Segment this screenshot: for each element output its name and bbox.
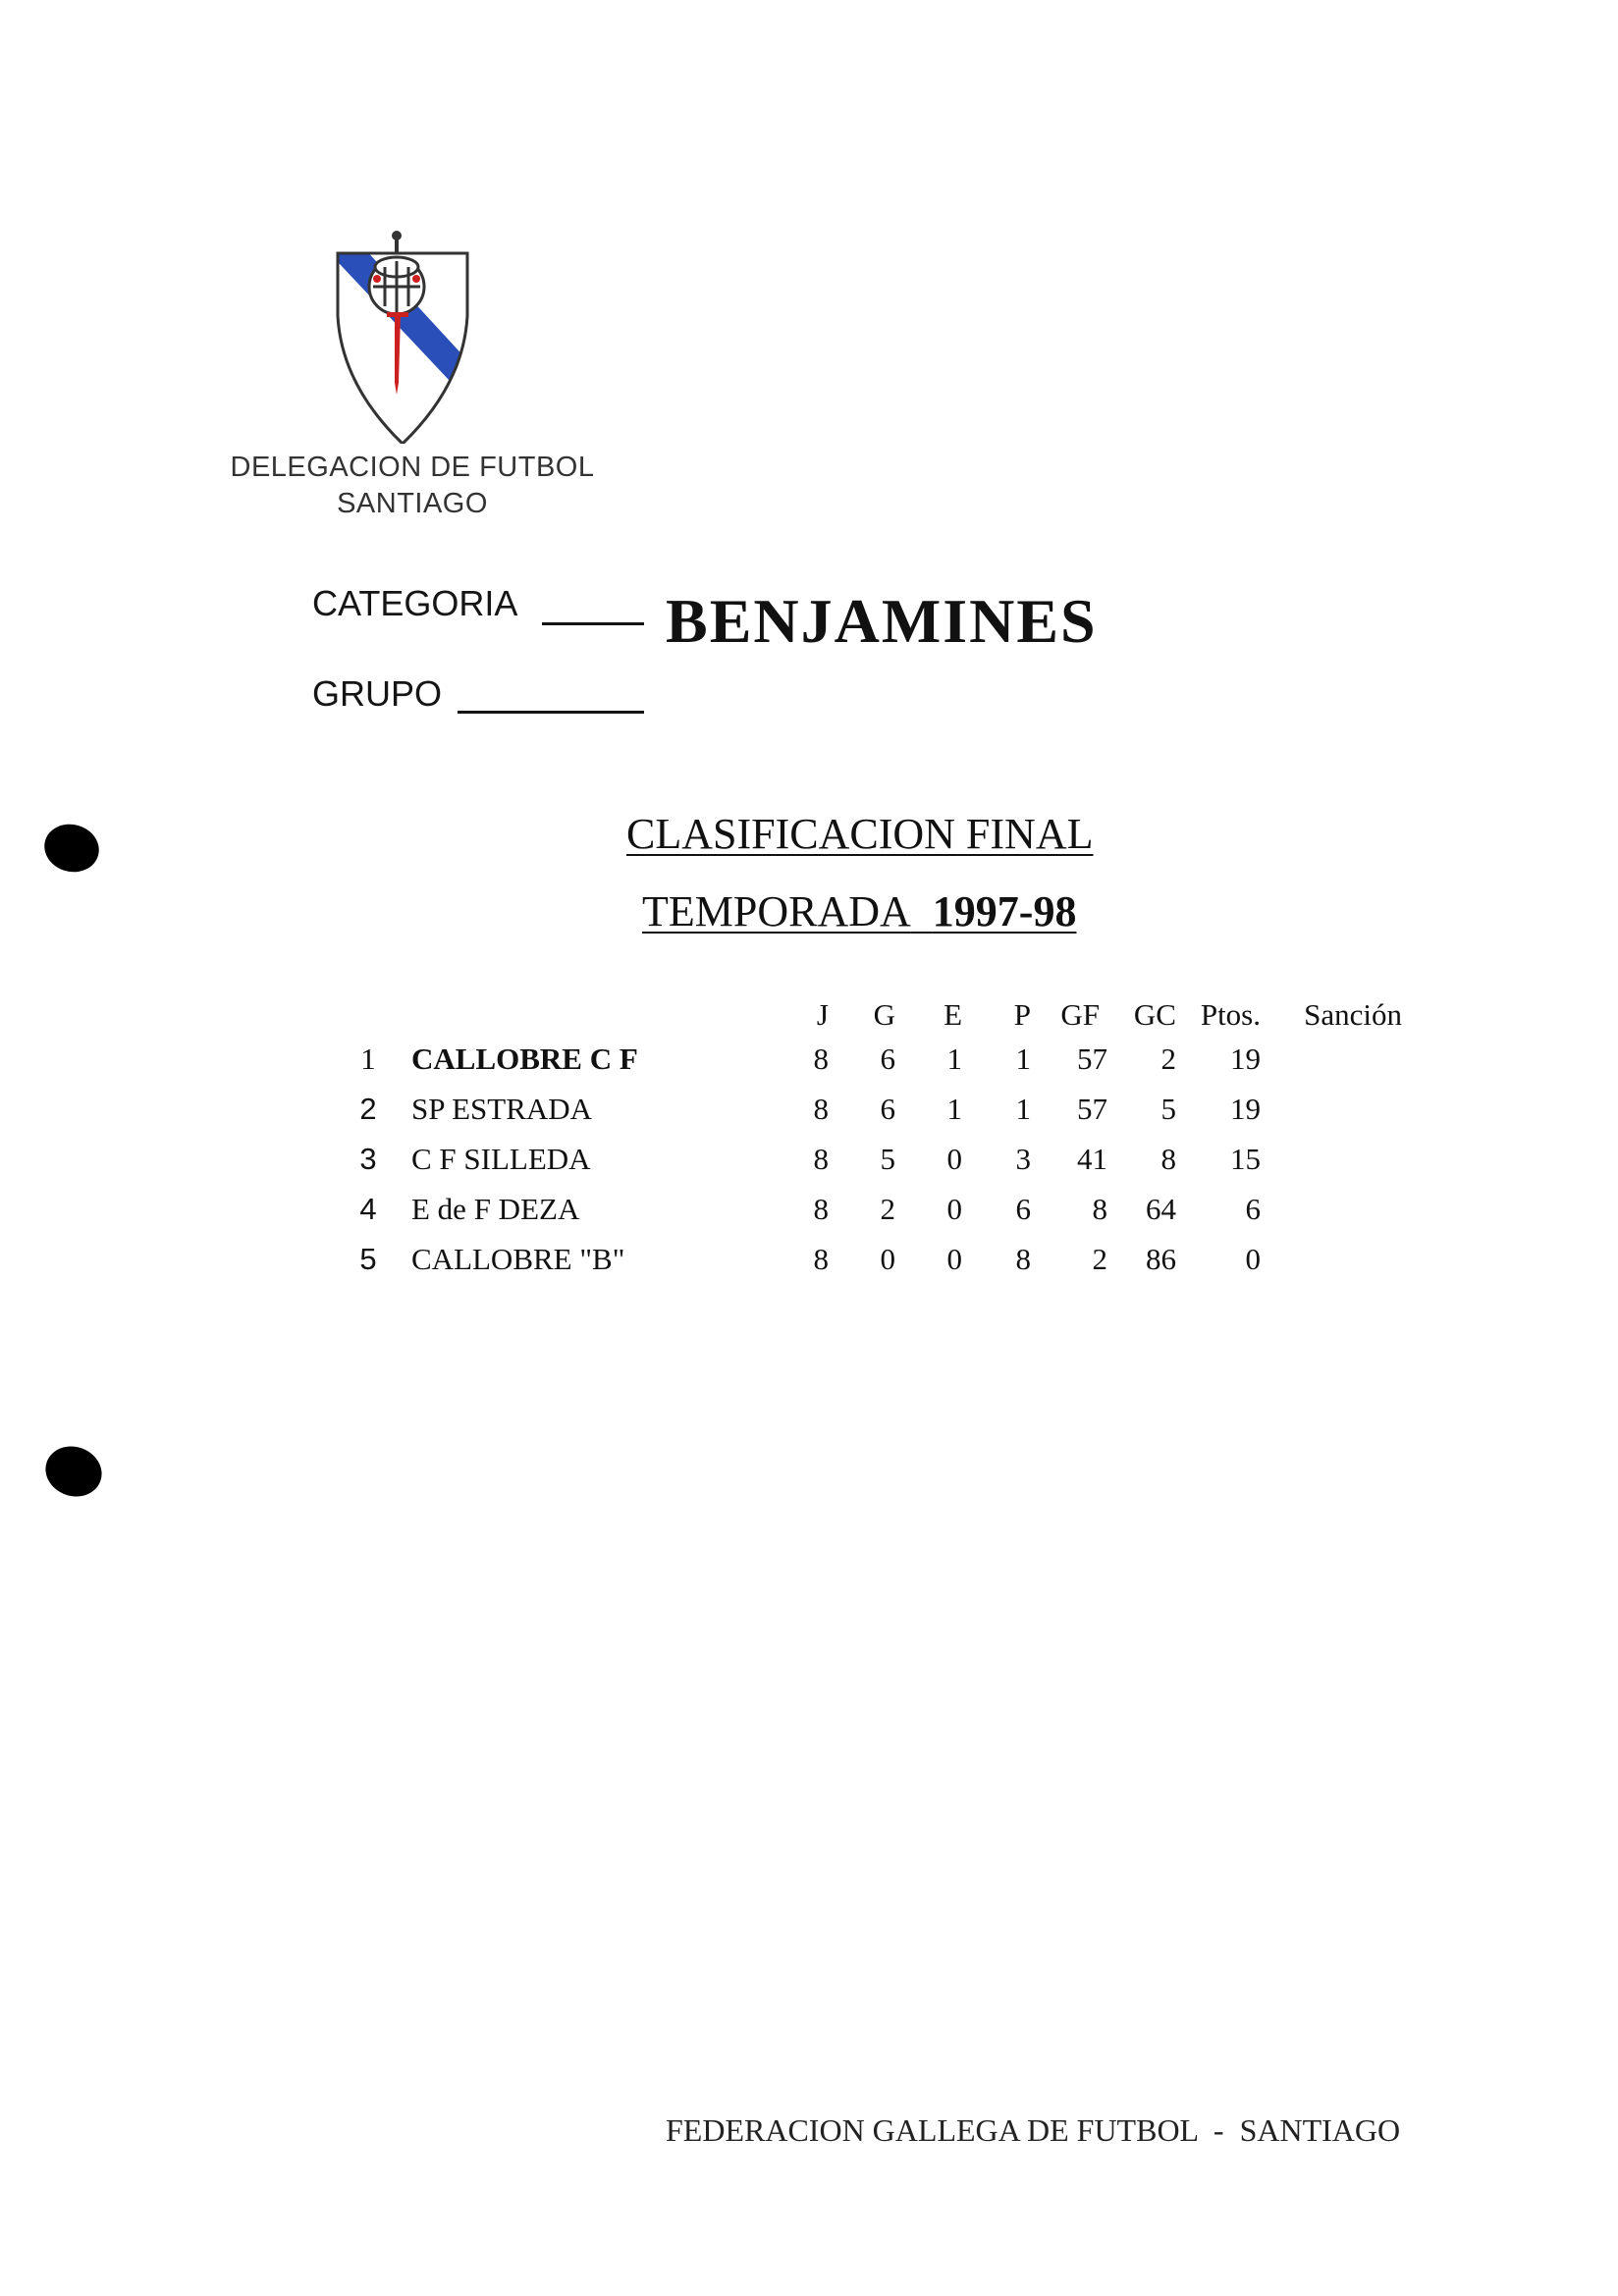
row-cell-gf: 2 [1092, 1242, 1107, 1276]
row-cell-e: 0 [946, 1242, 962, 1276]
category-label: CATEGORIA [312, 583, 518, 623]
group-underline [458, 711, 644, 714]
row-cell-ptos: 0 [1245, 1242, 1261, 1276]
column-header-j: J [816, 997, 829, 1032]
row-cell-p: 1 [1015, 1041, 1031, 1076]
row-cell-j: 8 [813, 1242, 829, 1276]
row-cell-e: 1 [946, 1041, 962, 1076]
row-team: C F SILLEDA [411, 1142, 591, 1176]
galician-federation-crest-icon [334, 228, 471, 444]
row-team: E de F DEZA [411, 1192, 580, 1226]
row-cell-g: 5 [880, 1142, 895, 1176]
row-cell-p: 8 [1015, 1242, 1031, 1276]
footer-text: FEDERACION GALLEGA DE FUTBOL - SANTIAGO [666, 2112, 1401, 2148]
row-cell-gc: 5 [1160, 1092, 1176, 1126]
row-cell-e: 0 [946, 1142, 962, 1176]
category-value: BENJAMINES [666, 586, 1098, 656]
row-position: 4 [359, 1192, 377, 1226]
row-cell-p: 6 [1015, 1192, 1031, 1226]
row-position: 5 [359, 1242, 377, 1276]
row-cell-gc: 86 [1146, 1242, 1176, 1276]
row-cell-ptos: 19 [1230, 1092, 1261, 1126]
organization-line-1: DELEGACION DE FUTBOL [230, 452, 595, 483]
row-cell-g: 0 [880, 1242, 895, 1276]
row-cell-gc: 64 [1146, 1192, 1176, 1226]
column-header-sancion: Sanción [1304, 997, 1402, 1032]
row-cell-e: 1 [946, 1092, 962, 1126]
row-team: SP ESTRADA [411, 1092, 593, 1126]
punch-hole [39, 819, 105, 879]
category-underline [542, 622, 644, 625]
row-position: 1 [360, 1041, 376, 1076]
row-position: 2 [359, 1092, 377, 1126]
column-header-g: G [873, 997, 895, 1032]
row-cell-j: 8 [813, 1142, 829, 1176]
row-cell-g: 2 [880, 1192, 895, 1226]
column-header-p: P [1013, 997, 1031, 1032]
row-cell-gf: 41 [1077, 1142, 1107, 1176]
row-cell-gf: 57 [1077, 1092, 1107, 1126]
row-cell-g: 6 [880, 1041, 895, 1076]
punch-hole [38, 1439, 109, 1505]
row-cell-ptos: 19 [1230, 1041, 1261, 1076]
row-cell-j: 8 [813, 1041, 829, 1076]
row-cell-j: 8 [813, 1092, 829, 1126]
row-position: 3 [359, 1142, 377, 1176]
row-cell-gc: 8 [1160, 1142, 1176, 1176]
column-header-gc: GC [1133, 997, 1176, 1032]
organization-name [177, 450, 648, 522]
row-team: CALLOBRE "B" [411, 1242, 625, 1276]
season-value: 1997-98 [932, 887, 1077, 935]
column-header-e: E [944, 997, 962, 1032]
season-title [642, 886, 1076, 936]
standings-title: CLASIFICACION FINAL [626, 810, 1094, 858]
group-label: GRUPO [312, 673, 443, 714]
row-cell-gf: 57 [1077, 1041, 1107, 1076]
row-cell-gf: 8 [1092, 1192, 1107, 1226]
row-cell-p: 1 [1015, 1092, 1031, 1126]
row-cell-ptos: 6 [1245, 1192, 1261, 1226]
row-cell-g: 6 [880, 1092, 895, 1126]
season-label: TEMPORADA [642, 887, 911, 935]
column-header-gf: GF [1060, 997, 1100, 1032]
organization-line-2: SANTIAGO [337, 488, 488, 519]
row-cell-e: 0 [946, 1192, 962, 1226]
row-team: CALLOBRE C F [411, 1041, 638, 1076]
row-cell-gc: 2 [1160, 1041, 1176, 1076]
row-cell-j: 8 [813, 1192, 829, 1226]
column-header-ptos: Ptos. [1200, 997, 1261, 1032]
row-cell-p: 3 [1015, 1142, 1031, 1176]
row-cell-ptos: 15 [1230, 1142, 1261, 1176]
